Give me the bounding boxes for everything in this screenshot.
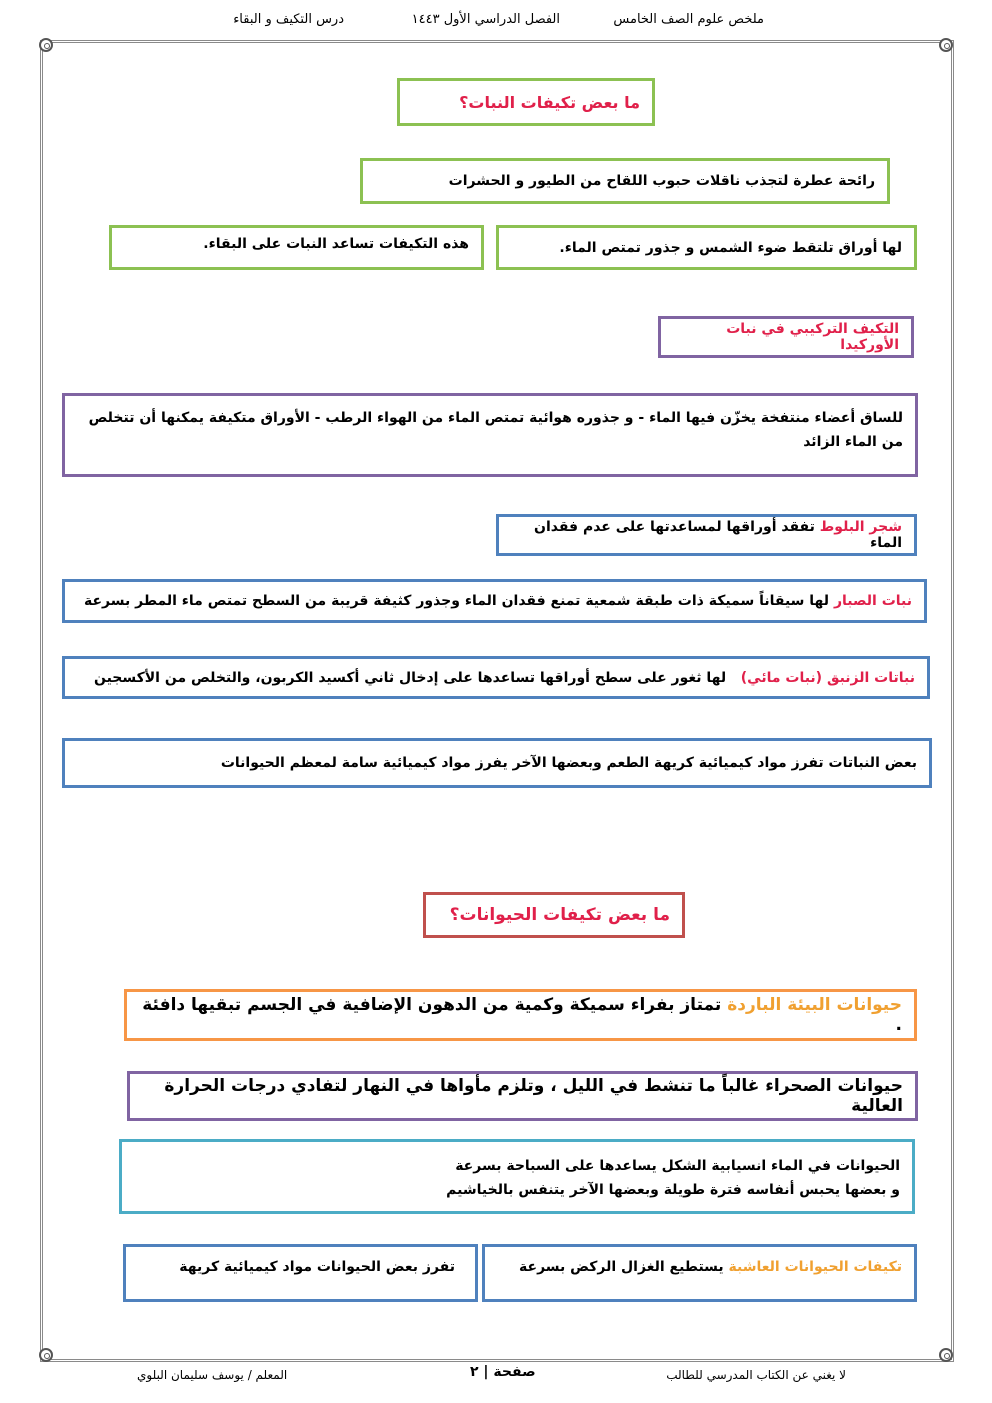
orchid-box xyxy=(62,393,918,477)
plant-chemicals-text: بعض النباتات تفرز مواد كيميائية كريهة الطعم وبعضها الآخر يفرز مواد كيميائية سامة لمعظم الحيوانات xyxy=(220,755,917,771)
corner-ornament-icon xyxy=(939,1348,953,1362)
herbivores-text: يستطيع الغزال الركض بسرعة xyxy=(519,1259,724,1275)
lily-box xyxy=(62,656,930,699)
plant-leaves-box xyxy=(496,225,917,270)
animals-title xyxy=(423,892,685,938)
plant-survival-box xyxy=(109,225,484,270)
secrete-box xyxy=(123,1244,478,1302)
plants-title-text: ما بعض تكيفات النبات؟ xyxy=(459,92,640,112)
oak-label: شجر البلوط xyxy=(819,519,902,535)
oak-text: تفقد أوراقها لمساعدتها على عدم فقدان الماء xyxy=(534,519,902,551)
plants-title xyxy=(397,78,655,126)
cold-animals-label: حيوانات البيئة الباردة xyxy=(727,995,902,1015)
cactus-label: نبات الصبار xyxy=(833,593,912,609)
corner-ornament-icon xyxy=(939,38,953,52)
desert-animals-text: حيوانات الصحراء غالباً ما تنشط في الليل ، وتلزم مأواها في النهار لتفادي درجات الحرارة العالية xyxy=(164,1076,903,1116)
oak-box xyxy=(496,514,917,556)
page-number: صفحة | ٢ xyxy=(470,1364,536,1380)
herbivores-label: تكيفات الحيوانات العاشبة xyxy=(728,1259,902,1275)
header-lesson: درس التكيف و البقاء xyxy=(233,12,344,27)
water-animals-line1: الحيوانات في الماء انسيابية الشكل يساعدها على السباحة بسرعة xyxy=(455,1158,900,1174)
desert-animals-box xyxy=(127,1071,918,1121)
cold-animals-box xyxy=(124,989,917,1041)
lily-label: نباتات الزنبق (نبات مائي) xyxy=(740,669,915,686)
plant-scent-box xyxy=(360,158,890,204)
water-animals-box xyxy=(119,1139,915,1214)
cold-animals-text: تمتاز بفراء سميكة وكمية من الدهون الإضافية في الجسم تبقيها دافئة . xyxy=(142,995,902,1035)
orchid-title xyxy=(658,316,914,358)
lily-text: لها ثغور على سطح أوراقها تساعدها على إدخال ثاني أكسيد الكربون، والتخلص من الأكسجين xyxy=(93,669,727,686)
plant-scent-text: رائحة عطرة لتجذب ناقلات حبوب اللقاح من الطيور و الحشرات xyxy=(448,173,875,189)
footer-teacher: المعلم / يوسف سليمان البلوي xyxy=(137,1368,288,1382)
water-animals-line2: و بعضها يحبس أنفاسه فترة طويلة وبعضها الآخر يتنفس بالخياشيم xyxy=(446,1182,900,1198)
orchid-title-text: التكيف التركيبي في نبات الأوركيدا xyxy=(726,321,899,353)
corner-ornament-icon xyxy=(39,38,53,52)
corner-ornament-icon xyxy=(39,1348,53,1362)
plant-chemicals-box xyxy=(62,738,932,788)
plant-survival-text: هذه التكيفات تساعد النبات على البقاء. xyxy=(203,236,469,252)
header-semester: الفصل الدراسي الأول ١٤٤٣ xyxy=(411,12,560,27)
animals-title-text: ما بعض تكيفات الحيوانات؟ xyxy=(449,905,670,925)
secrete-text: تفرز بعض الحيوانات مواد كيميائية كريهة xyxy=(179,1259,455,1275)
orchid-text: للساق أعضاء منتفخة يخزّن فيها الماء - و جذوره هوائية تمتص الماء من الهواء الرطب - الأوراق متكيفة يمكنها أن تتخلص من الماء الزائد xyxy=(88,410,903,450)
header-summary: ملخص علوم الصف الخامس xyxy=(613,12,764,27)
cactus-box xyxy=(62,579,927,623)
plant-leaves-text: لها أوراق تلتقط ضوء الشمس و جذور تمتص الماء. xyxy=(559,239,902,256)
footer-note: لا يغني عن الكتاب المدرسي للطالب xyxy=(666,1368,846,1382)
herbivores-box xyxy=(482,1244,917,1302)
cactus-text: لها سيقاناً سميكة ذات طبقة شمعية تمنع فقدان الماء وجذور كثيفة قريبة من السطح تمتص ماء المطر بسرعة xyxy=(83,593,830,609)
